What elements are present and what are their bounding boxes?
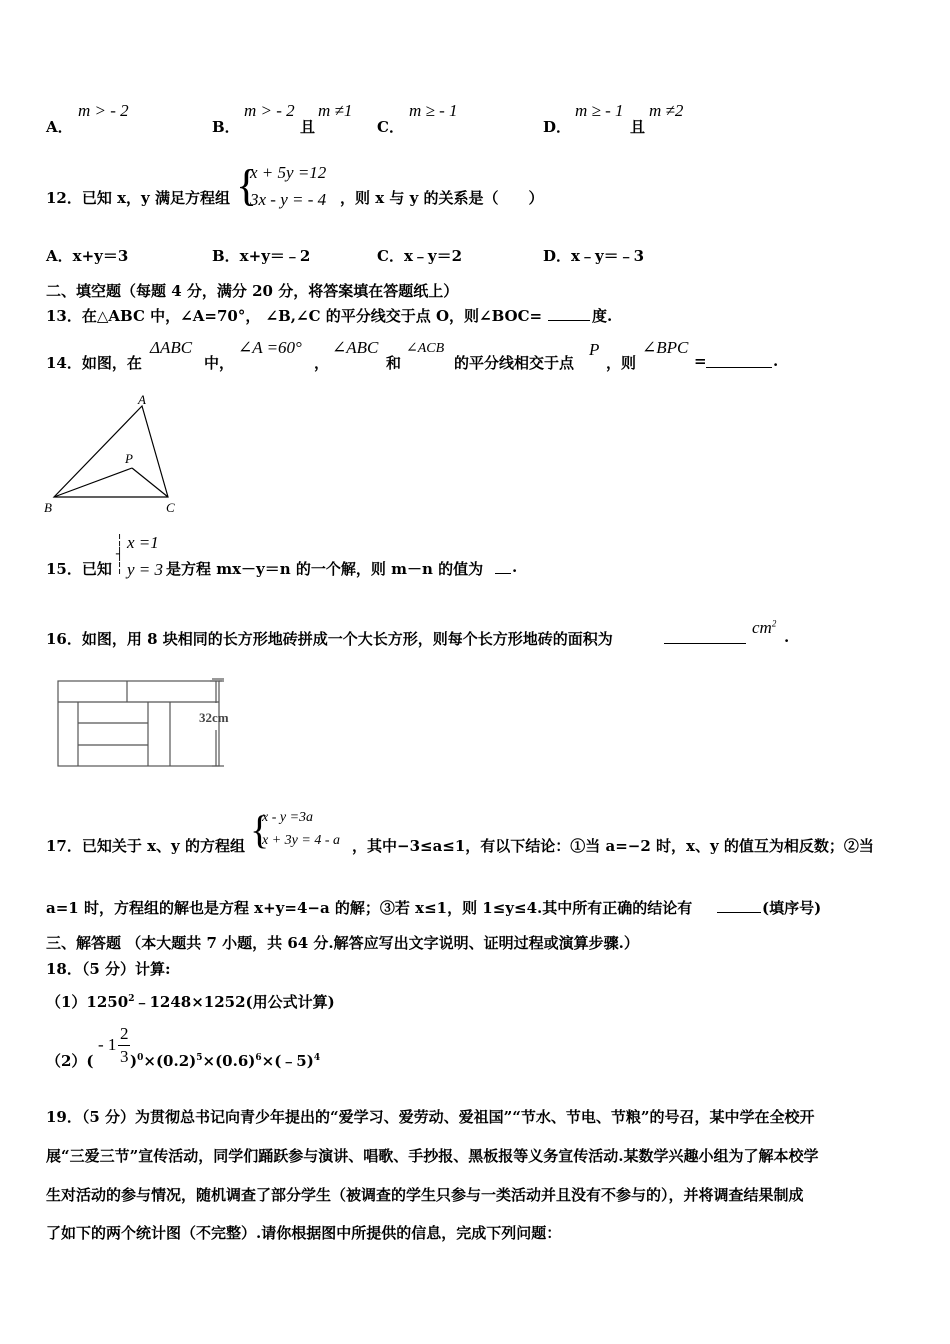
section3-heading: 三、解答题 （本大题共 7 小题，共 64 分.解答应写出文字说明、证明过程或演算步骤.） [46, 934, 639, 952]
q14-tail: . [773, 352, 779, 370]
q11-option-a-label: A． [46, 118, 73, 136]
q11-option-b-and: 且 [300, 118, 316, 136]
q14-t4: 的平分线相交于点 [454, 354, 575, 372]
q18-title: 18．（5 分）计算: [46, 960, 171, 978]
q12-option-b: B．x+y＝﹣2 [212, 247, 311, 265]
q16-unit: $cm^2$ [752, 618, 777, 637]
q18-part2-numerator: 2 [120, 1024, 129, 1043]
q19-line1: 19．（5 分）为贯彻总书记向青少年提出的“爱学习、爱劳动、爱祖国”“节水、节电、节粮”的号召，某中学在全校开 [46, 1108, 815, 1126]
q13-answer-blank [548, 320, 590, 321]
bisector-bp [54, 468, 132, 497]
q17-lead: 17．已知关于 x、y 的方程组 [46, 837, 245, 855]
q12-option-c: C．x﹣y＝2 [377, 247, 463, 265]
q12-lead: 12．已知 x，y 满足方程组 [46, 189, 230, 207]
q12-tail: ，则 x 与 y 的关系是（ ） [340, 189, 544, 207]
q11-option-d-and: 且 [630, 118, 646, 136]
q11-option-c-expr: m ≥ - 1 [409, 101, 458, 120]
q17-system-brace: { [250, 807, 270, 852]
q17-eq1: x - y =3a [262, 810, 314, 825]
q11-option-b-expr: m > - 2 [244, 101, 295, 120]
q11-option-a-expr: m > - 2 [78, 101, 129, 120]
q13-tail: 度. [592, 307, 613, 325]
q15-tail: 是方程 mx－y＝n 的一个解，则 m－n 的值为 [166, 560, 484, 578]
q19-line4: 了如下的两个统计图（不完整）.请你根据图中所提供的信息，完成下列问题： [46, 1224, 562, 1242]
q18-part2-label: （2）( [46, 1052, 94, 1070]
q19-line2: 展“三爱三节”宣传活动，同学们踊跃参与演讲、唱歌、手抄报、黑板报等义务宣传活动.某数学兴趣小组为了解本校学 [46, 1147, 819, 1165]
bisector-cp [132, 468, 168, 497]
q15-answer-blank [495, 573, 511, 574]
q19-line3: 生对活动的参与情况，随机调查了部分学生（被调查的学生只参与一类活动并且没有不参与的），并将调查结果制成 [46, 1186, 804, 1204]
vertex-label-b: B [44, 500, 52, 515]
q11-option-d-label: D． [543, 118, 572, 136]
q18-part2-fraction-bar [118, 1045, 130, 1046]
q11-option-c-label: C． [377, 118, 404, 136]
q12-option-d: D．x﹣y＝﹣3 [543, 247, 645, 265]
q12-eq1: x + 5y =12 [250, 163, 327, 182]
q11-option-d-expr: m ≥ - 1 [575, 101, 624, 120]
q12-option-a: A．x+y＝3 [46, 247, 129, 265]
q14-t2: ， [314, 354, 330, 372]
q14-angle-a: ∠A =60° [238, 338, 302, 357]
q17-line2: a=1 时，方程组的解也是方程 x+y=4−a 的解；③若 x≤1，则 1≤y≤4.其中所有正确的结论有 [46, 899, 693, 917]
q11-option-d-expr2: m ≠2 [649, 101, 684, 120]
q15-brace-bottom: ╎ [116, 561, 124, 575]
q14-angle-abc: ∠ABC [332, 338, 379, 357]
vertex-label-a: A [138, 392, 146, 407]
q17-eq2: x + 3y = 4 - a [262, 833, 340, 848]
q16-answer-blank [664, 643, 746, 644]
q15-eq1: x =1 [127, 533, 159, 552]
q12-eq2: 3x - y = - 4 [250, 190, 327, 209]
q14-t5: ，则 [606, 354, 637, 372]
q12-system-brace: { [236, 161, 258, 210]
q14-angle-acb: ∠ACB [406, 341, 445, 356]
q11-option-b-expr2: m ≠1 [318, 101, 353, 120]
q11-option-b-label: B． [212, 118, 240, 136]
height-label: 32cm [199, 710, 229, 725]
q18-part2-expression: )$^0\times(0.2)^5\times(0.6)^6\times(﹣5)^4$ [130, 1052, 321, 1070]
q18-part2-mixed-whole: - 1 [98, 1035, 117, 1054]
q16-tiles-figure [54, 675, 254, 770]
q15-lead: 15．已知 [46, 560, 112, 578]
q14-point-p: P [589, 340, 600, 359]
q15-brace-mid: ┤ [116, 547, 124, 561]
point-label-p: P [125, 451, 133, 466]
q15-brace-top: ╎ [116, 533, 124, 547]
q14-t6: = [694, 352, 707, 370]
q16-end: . [784, 628, 790, 646]
q18-part2-denominator: 3 [120, 1047, 129, 1066]
q14-lead: 14．如图，在 [46, 354, 142, 372]
q17-line2-tail: (填序号) [762, 899, 822, 917]
q16-text: 16．如图，用 8 块相同的长方形地砖拼成一个大长方形，则每个长方形地砖的面积为 [46, 630, 613, 648]
q14-answer-blank [706, 367, 772, 368]
q15-eq2: y = 3 [127, 560, 164, 579]
q14-triangle-abc: ΔABC [150, 338, 193, 357]
q14-t3: 和 [386, 354, 402, 372]
q14-angle-bpc: ∠BPC [642, 338, 689, 357]
q15-end: . [512, 558, 518, 576]
section2-heading: 二、填空题（每题 4 分，满分 20 分，将答案填在答题纸上） [46, 282, 459, 300]
q17-answer-blank [717, 912, 761, 913]
q14-triangle-figure [40, 390, 190, 515]
vertex-label-c: C [166, 500, 175, 515]
q18-part1: $(1)1250^2﹣1248\times 1252$(用公式计算) [46, 993, 335, 1011]
q14-t1: 中， [204, 354, 235, 372]
q17-line1: ，其中−3≤a≤1，有以下结论：①当 a=−2 时，x、y 的值互为相反数；②当 [352, 837, 874, 855]
q13-text: 13．在△ABC 中，∠A=70°， ∠B,∠C 的平分线交于点 O，则∠BOC= [46, 307, 543, 325]
